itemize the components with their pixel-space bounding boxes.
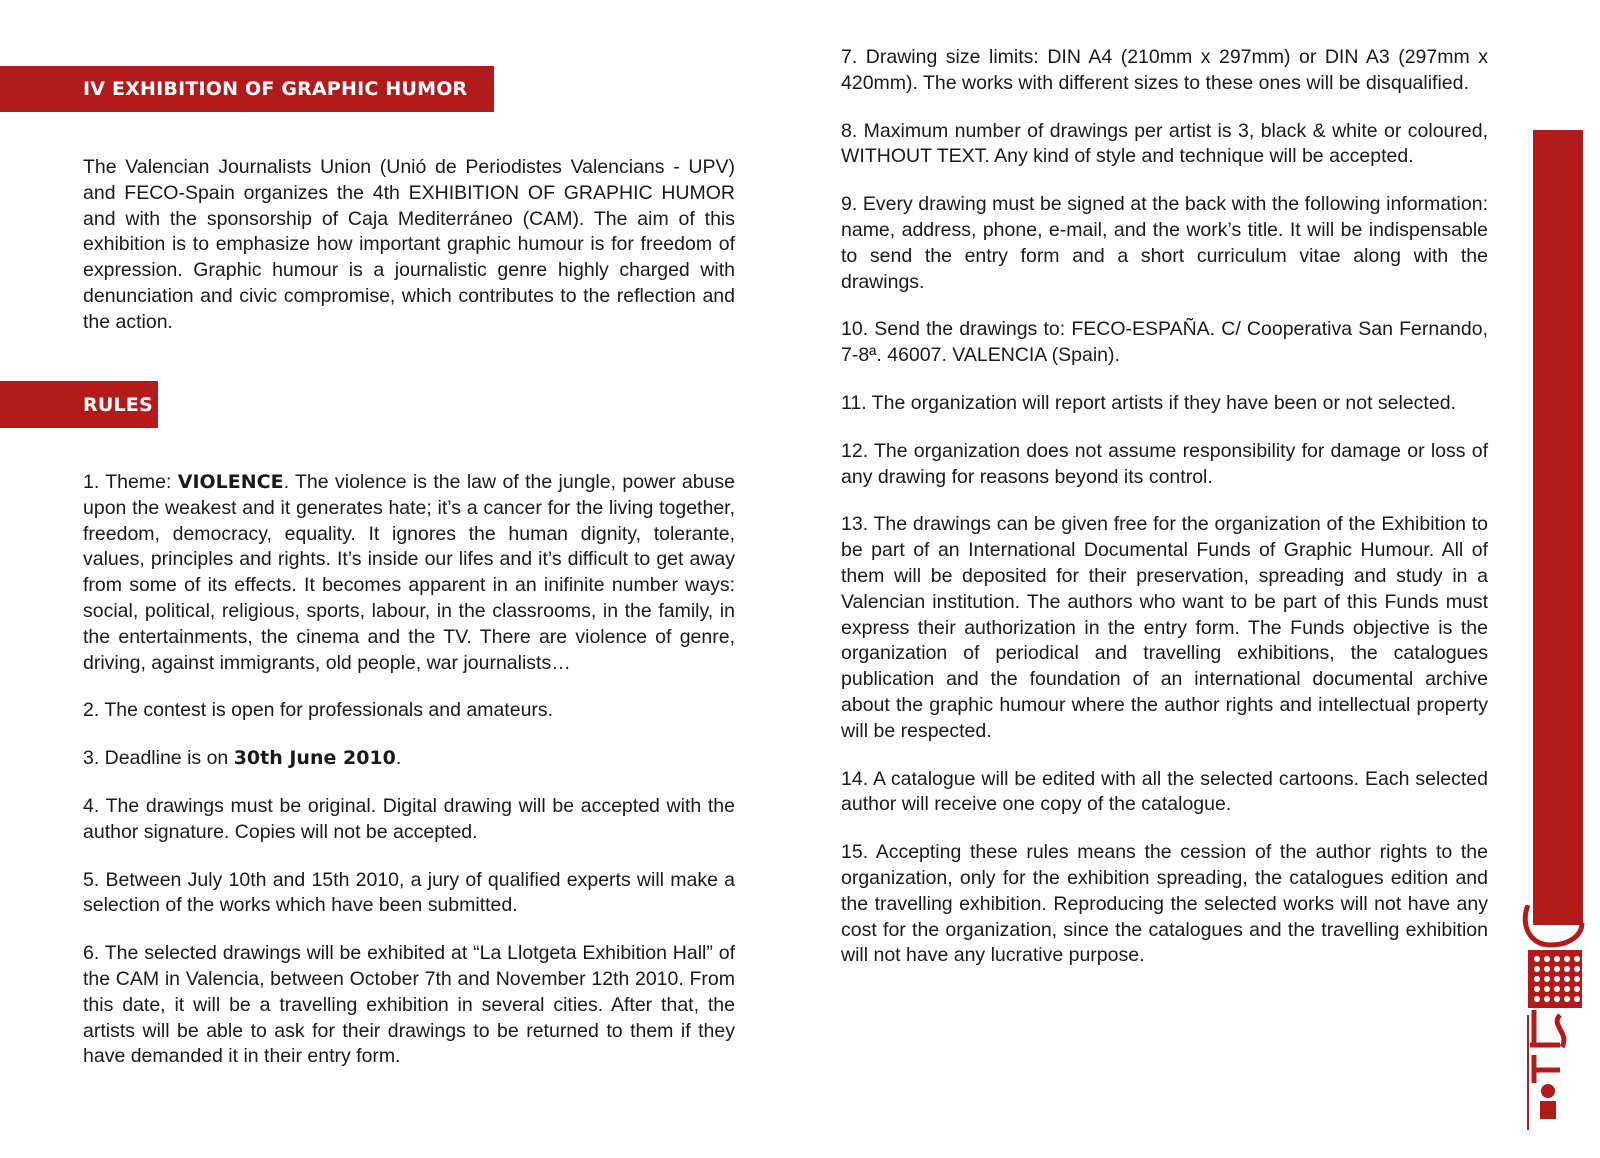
rule-14: 14. A catalogue will be edited with all the selected cartoons. Each selected author will receive one copy of the catalogue. bbox=[841, 767, 1488, 816]
rule-8: 8. Maximum number of drawings per artist is 3, black & white or coloured, WITHOUT TEXT. Any kind of style and technique will be accepted. bbox=[841, 119, 1488, 168]
rules-right-column bbox=[841, 45, 1488, 991]
rule-12: 12. The organization does not assume responsibility for damage or loss of any drawing for reasons beyond its control. bbox=[841, 439, 1488, 488]
rule-3: 3. Deadline is on 30th June 2010. bbox=[83, 747, 402, 770]
rule-15: 15. Accepting these rules means the cession of the author rights to the organization, only for the exhibition spreading, the catalogues edition and the travelling exhibition. Reproducing the selected works will not have any cost for the organization, since the catalogues and the travelling exhibition will not have any lucrative purpose. bbox=[841, 841, 1488, 967]
intro-paragraph: The Valencian Journalists Union (Unió de Periodistes Valencians - UPV) and FECO-Spain organizes the 4th EXHIBITION OF GRAPHIC HUMOR and with the sponsorship of Caja Mediterráneo (CAM). The aim of this exhibition is to emphasize how important graphic humour is for freedom of expression. Graphic humour is a journalistic genre highly charged with denunciation and civic compromise, which contributes to the reflection and the action. bbox=[83, 156, 735, 333]
side-accent-bar bbox=[1533, 130, 1583, 925]
exhibition-title-banner bbox=[0, 66, 494, 112]
rules-left-column bbox=[83, 470, 735, 1092]
rule-1-theme: VIOLENCE bbox=[177, 471, 284, 493]
rule-1: 1. Theme: VIOLENCE. The violence is the law of the jungle, power abuse upon the weakest and it generates hate; it’s a cancer for the living together, freedom, democracy, equality. It ignores the human dignity, tolerante, values, principles and rights. It’s inside our lifes and it’s difficult to get away from some of its effects. It becomes apparent in an inifinite number ways: social, political, religious, sports, labour, in the classrooms, in the family, in the entertainments, the cinema and the TV. There are violence of genre, driving, against immigrants, old people, war journalists… bbox=[83, 471, 735, 674]
rule-3-deadline-date: 30th June 2010 bbox=[233, 747, 396, 770]
exhibition-title: IV EXHIBITION OF GRAPHIC HUMOR bbox=[83, 78, 468, 100]
rule-10: 10. Send the drawings to: FECO-ESPAÑA. C/ Cooperativa San Fernando, 7-8ª. 46007. VALENCIA (Spain). bbox=[841, 318, 1488, 367]
rules-heading: RULES bbox=[83, 393, 153, 416]
rule-7: 7. Drawing size limits: DIN A4 (210mm x 297mm) or DIN A3 (297mm x 420mm). The works with different sizes to these ones will be disqualified. bbox=[841, 46, 1488, 94]
exhibition-logo-icon bbox=[1520, 905, 1590, 1135]
rule-9: 9. Every drawing must be signed at the back with the following information: name, address, phone, e-mail, and the work’s title. It will be indispensable to send the entry form and a short curriculum vitae along with the drawings. bbox=[841, 193, 1488, 293]
rule-6: 6. The selected drawings will be exhibited at “La Llotgeta Exhibition Hall” of the CAM in Valencia, between October 7th and November 12th 2010. From this date, it will be a travelling exhibition in several cities. After that, the artists will be able to ask for their drawings to be returned to them if they have demanded it in their entry form. bbox=[83, 942, 735, 1068]
rule-5: 5. Between July 10th and 15th 2010, a jury of qualified experts will make a selection of the works which have been submitted. bbox=[83, 868, 735, 917]
rule-11: 11. The organization will report artists if they have been or not selected. bbox=[841, 391, 1456, 414]
rule-2: 2. The contest is open for professionals and amateurs. bbox=[83, 699, 554, 722]
rule-13: 13. The drawings can be given free for the organization of the Exhibition to be part of an International Documental Funds of Graphic Humour. All of them will be deposited for their preservation, spreading and study in a Valencian institution. The authors who want to be part of this Funds must express their authorization in the entry form. The Funds objective is the organization of periodical and travelling exhibitions, the catalogues publication and the foundation of an international documental archive about the graphic humour where the author rights and intellectual property will be respected. bbox=[841, 513, 1488, 742]
rule-4: 4. The drawings must be original. Digital drawing will be accepted with the author signature. Copies will not be accepted. bbox=[83, 794, 735, 843]
rules-heading-banner bbox=[0, 381, 158, 428]
